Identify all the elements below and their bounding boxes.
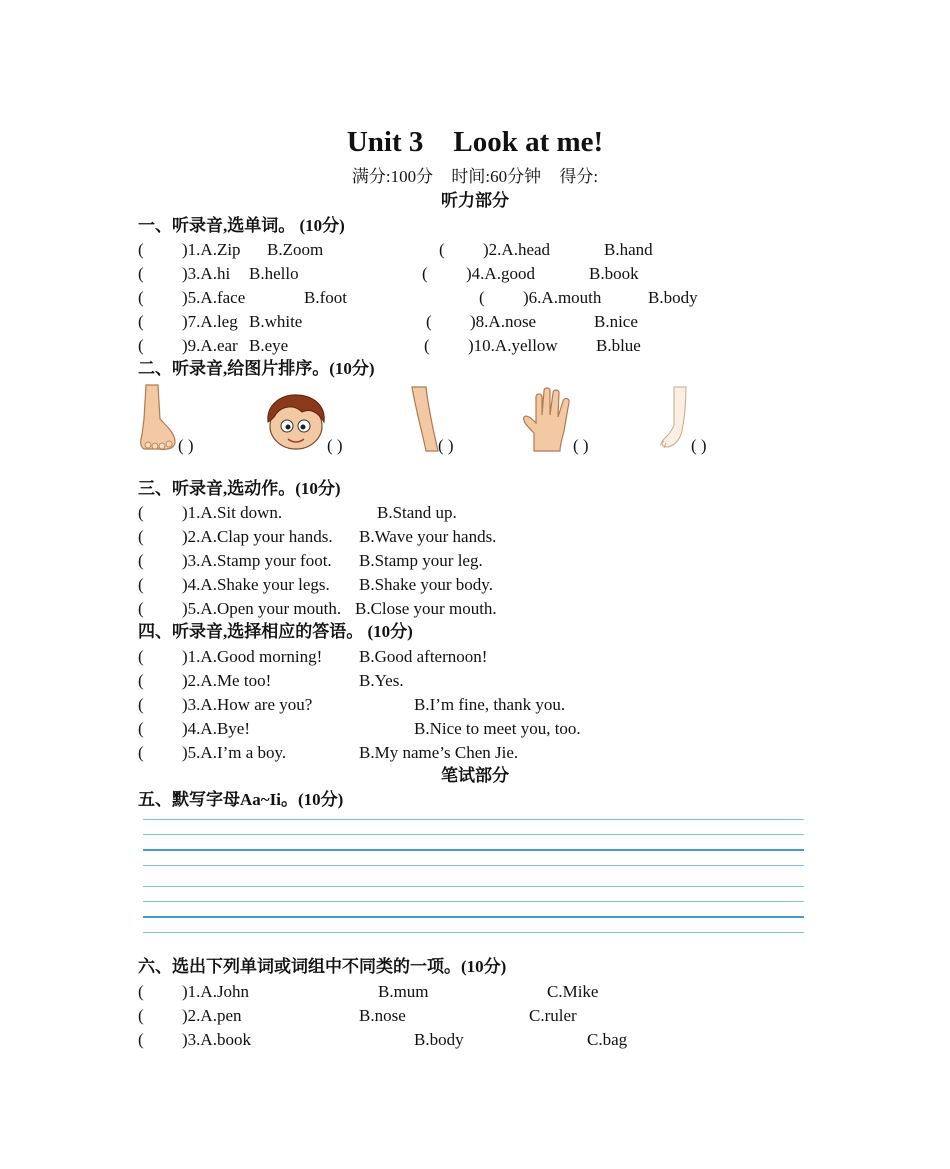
s6-item-1-b: B.mum — [378, 982, 429, 1001]
s6-item-3-b: B.body — [414, 1030, 464, 1049]
s6-item-3-c: C.bag — [587, 1030, 628, 1049]
s4-item-5-b: B.My name’s Chen Jie. — [359, 743, 519, 762]
s1-item-1-b: B.Zoom — [267, 240, 324, 259]
s4-item-2-b: B.Yes. — [359, 671, 404, 690]
time-limit: 时间:60分钟 — [451, 167, 542, 186]
score-line — [0, 167, 950, 187]
section6-heading: 六、选出下列单词或词组中不同类的一项。(10分) — [138, 957, 507, 976]
boy-face-picture — [262, 392, 330, 452]
leg-picture — [656, 385, 692, 451]
s3-item-3: ( )3.A.Stamp your foot. — [138, 551, 332, 570]
s3-item-2-b: B.Wave your hands. — [359, 527, 497, 546]
s3-item-3-b: B.Stamp your leg. — [359, 551, 483, 570]
s1-item-9-b: B.eye — [249, 336, 289, 355]
s1-item-3: ( )3.A.hi — [138, 264, 231, 283]
writing-line — [143, 932, 804, 933]
pic4-blank: ( ) — [573, 436, 589, 455]
pic5-blank: ( ) — [691, 436, 707, 455]
s6-item-1: ( )1.A.John — [138, 982, 250, 1001]
s4-item-1-b: B.Good afternoon! — [359, 647, 488, 666]
pic3-blank: ( ) — [438, 436, 454, 455]
s1-item-2: ( )2.A.head — [439, 240, 551, 259]
writing-line — [143, 819, 804, 820]
section3-heading: 三、听录音,选动作。(10分) — [138, 479, 341, 498]
s1-item-8-b: B.nice — [594, 312, 638, 331]
section1-heading: 一、听录音,选单词。 (10分) — [138, 216, 345, 235]
arm-picture — [408, 385, 440, 453]
s1-item-7: ( )7.A.leg — [138, 312, 238, 331]
hand-picture — [520, 385, 576, 453]
writing-line-base — [143, 916, 804, 918]
section4-heading: 四、听录音,选择相应的答语。 (10分) — [138, 622, 413, 641]
s6-item-1-c: C.Mike — [547, 982, 599, 1001]
s1-item-5: ( )5.A.face — [138, 288, 246, 307]
s6-item-3: ( )3.A.book — [138, 1030, 251, 1049]
s6-item-2-c: C.ruler — [529, 1006, 577, 1025]
foot-picture — [138, 383, 180, 453]
part-writing: 笔试部分 — [441, 766, 509, 785]
writing-line — [143, 834, 804, 835]
s1-item-7-b: B.white — [249, 312, 303, 331]
s3-item-1: ( )1.A.Sit down. — [138, 503, 283, 522]
s1-item-4-b: B.book — [589, 264, 639, 283]
s4-item-1: ( )1.A.Good morning! — [138, 647, 323, 666]
s1-item-6: ( )6.A.mouth — [479, 288, 602, 307]
s1-item-6-b: B.body — [648, 288, 698, 307]
title-name: Look at me! — [453, 126, 604, 158]
s3-item-2: ( )2.A.Clap your hands. — [138, 527, 333, 546]
writing-line — [143, 865, 804, 866]
s3-item-4-b: B.Shake your body. — [359, 575, 493, 594]
s3-item-4: ( )4.A.Shake your legs. — [138, 575, 330, 594]
s6-item-2-b: B.nose — [359, 1006, 406, 1025]
writing-line — [143, 901, 804, 902]
s1-item-9: ( )9.A.ear — [138, 336, 238, 355]
s4-item-4: ( )4.A.Bye! — [138, 719, 250, 738]
s1-item-10: ( )10.A.yellow — [424, 336, 558, 355]
title-unit: Unit 3 — [346, 126, 424, 158]
s4-item-3: ( )3.A.How are you? — [138, 695, 313, 714]
s3-item-5-b: B.Close your mouth. — [355, 599, 497, 618]
section5-heading: 五、默写字母Aa~Ii。(10分) — [138, 790, 344, 809]
section2-heading: 二、听录音,给图片排序。(10分) — [138, 359, 375, 378]
s1-item-2-b: B.hand — [604, 240, 653, 259]
score-label: 得分: — [559, 167, 599, 186]
s1-item-4: ( )4.A.good — [422, 264, 535, 283]
s4-item-5: ( )5.A.I’m a boy. — [138, 743, 287, 762]
full-score: 满分:100分 — [351, 167, 434, 186]
s1-item-1: ( )1.A.Zip — [138, 240, 241, 259]
s4-item-4-b: B.Nice to meet you, too. — [414, 719, 581, 738]
s1-item-10-b: B.blue — [596, 336, 641, 355]
s1-item-8: ( )8.A.nose — [426, 312, 537, 331]
writing-line — [143, 886, 804, 887]
s1-item-5-b: B.foot — [304, 288, 347, 307]
s4-item-3-b: B.I’m fine, thank you. — [414, 695, 566, 714]
s4-item-2: ( )2.A.Me too! — [138, 671, 272, 690]
s6-item-2: ( )2.A.pen — [138, 1006, 242, 1025]
s1-item-3-b: B.hello — [249, 264, 299, 283]
page-title — [0, 124, 950, 160]
pic2-blank: ( ) — [327, 436, 343, 455]
s3-item-1-b: B.Stand up. — [377, 503, 457, 522]
s3-item-5: ( )5.A.Open your mouth. — [138, 599, 342, 618]
writing-line-base — [143, 849, 804, 851]
part-listening: 听力部分 — [441, 191, 509, 210]
pic1-blank: ( ) — [178, 436, 194, 455]
